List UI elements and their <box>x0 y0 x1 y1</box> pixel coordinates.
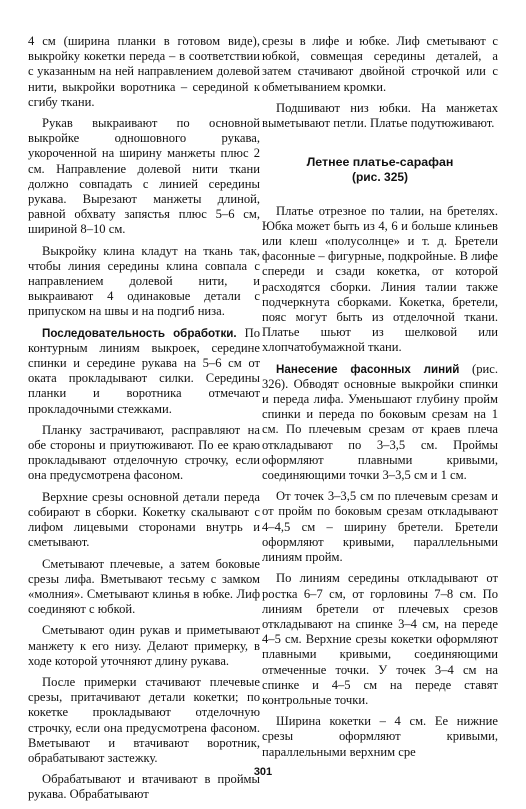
right-column <box>262 34 498 766</box>
run-in-heading: Последовательность обработки. <box>42 326 237 340</box>
paragraph: 4 см (ширина планки в готовом виде), выкройку кокетки переда – в соответствии с указанным на ней направлением долевой нити, выкройки воротника – серединой к сгибу ткани. <box>28 34 260 109</box>
paragraph: Сметывают плечевые, а затем боковые срезы лифа. Вметывают тесьму с замком «молния». Сметывают клинья в юбке. Лиф соединяют с юбкой. <box>28 556 260 617</box>
paragraph: Подшивают низ юбки. На манжетах выметывают петли. Платье подутюживают. <box>262 100 498 131</box>
paragraph: Планку застрачивают, расправляют на обе стороны и приутюживают. По ее краю прокладывают отделочную строчку, если она предусмотрена фасоном. <box>28 422 260 483</box>
paragraph: Верхние срезы основной детали переда собирают в сборки. Кокетку скалывают с лифом лицевыми сторонами внутрь и сметывают. <box>28 489 260 550</box>
paragraph: От точек 3–3,5 см по плечевым срезам и от пройм по боковым срезам откладывают 4–4,5 см – ширину бретели. Бретели оформляют кривыми, параллельными линиям пройм. <box>262 489 498 565</box>
paragraph <box>262 362 498 484</box>
paragraph: Сметывают один рукав и приметывают манжету к его низу. Делают примерку, в ходе которой уточняют длину рукава. <box>28 623 260 668</box>
figure-reference: (рис. 325) <box>351 170 409 185</box>
paragraph: Обрабатывают и втачивают в проймы рукава. Обрабатывают <box>28 772 260 802</box>
left-column <box>28 34 260 809</box>
section-heading <box>262 155 498 185</box>
paragraph: По линиям середины откладывают от ростка 6–7 см, от горловины 7–8 см. По линиям бретели от плечевых срезов откладывают на спинке 3–4 см, на переде 4–5 см. Верхние срезы кокетки оформляют плавными кривыми, соединяющими отмеченные точки. У точек 3–4 см на спинке и 4–5 см на переде ставят контрольные точки. <box>262 571 498 707</box>
paragraph-text: (рис. 326). Обводят основные выкройки спинки и переда лифа. Уменьшают глубину пройм спинки и переда по боковым срезам на 1 см. По плечевым срезам от краев плеча откладывают по 3–3,5 см. Проймы оформляют плавными кривыми, соединяющими точки 3–3,5 см и 1 см. <box>262 361 498 483</box>
paragraph: срезы в лифе и юбке. Лиф сметывают с юбкой, совмещая середины деталей, а затем стачивают двойной строчкой или с обметыванием кромки. <box>262 34 498 94</box>
paragraph <box>28 326 260 417</box>
run-in-heading: Нанесение фасонных линий <box>276 362 460 376</box>
paragraph: Платье отрезное по талии, на бретелях. Юбка может быть из 4, 6 и больше клиньев или клеш «полусолнце» и т. д. Бретели фасонные – фигурные, подкройные. В лифе спереди и сзади кокетка, от которой расходятся сборки. Линия талии также подчеркнута сборками. Кокетка, бретели, пояс могут быть из отделочной ткани. Платье шьют из шелковой или хлопчатобумажной ткани. <box>262 203 498 355</box>
paragraph: После примерки стачивают плечевые срезы, притачивают детали кокетки; по кокетке прокладывают отделочную строчку, если она предусмотрена фасоном. Вметывают и втачивают воротник, обрабатывают застежку. <box>28 674 260 765</box>
page-number: 301 <box>253 766 273 778</box>
section-title: Летнее платье-сарафан <box>306 155 454 170</box>
paragraph: Выкройку клина кладут на ткань так, чтобы линия середины клина совпала с направлением долевой нити, и выкраивают 4 одинаковые детали с припуском на швы и на подгиб низа. <box>28 243 260 319</box>
paragraph-text: По контурным линиям выкроек, середине спинки и середине рукава на 5–6 см от оката прокладывают силки. Середины планки и воротника отмечают прокладочными стежками. <box>28 325 260 416</box>
paragraph: Рукав выкраивают по основной выкройке одношовного рукава, укороченной на ширину манжеты плюс 2 см. Направление долевой нити ткани должно совпадать с линией середины рукава. Вырезают манжеты длиной, равной обхвату запястья плюс 5–6 см, шириной 8–10 см. <box>28 116 260 237</box>
paragraph: Ширина кокетки – 4 см. Ее нижние срезы оформляют кривыми, параллельными верхним сре <box>262 714 498 759</box>
